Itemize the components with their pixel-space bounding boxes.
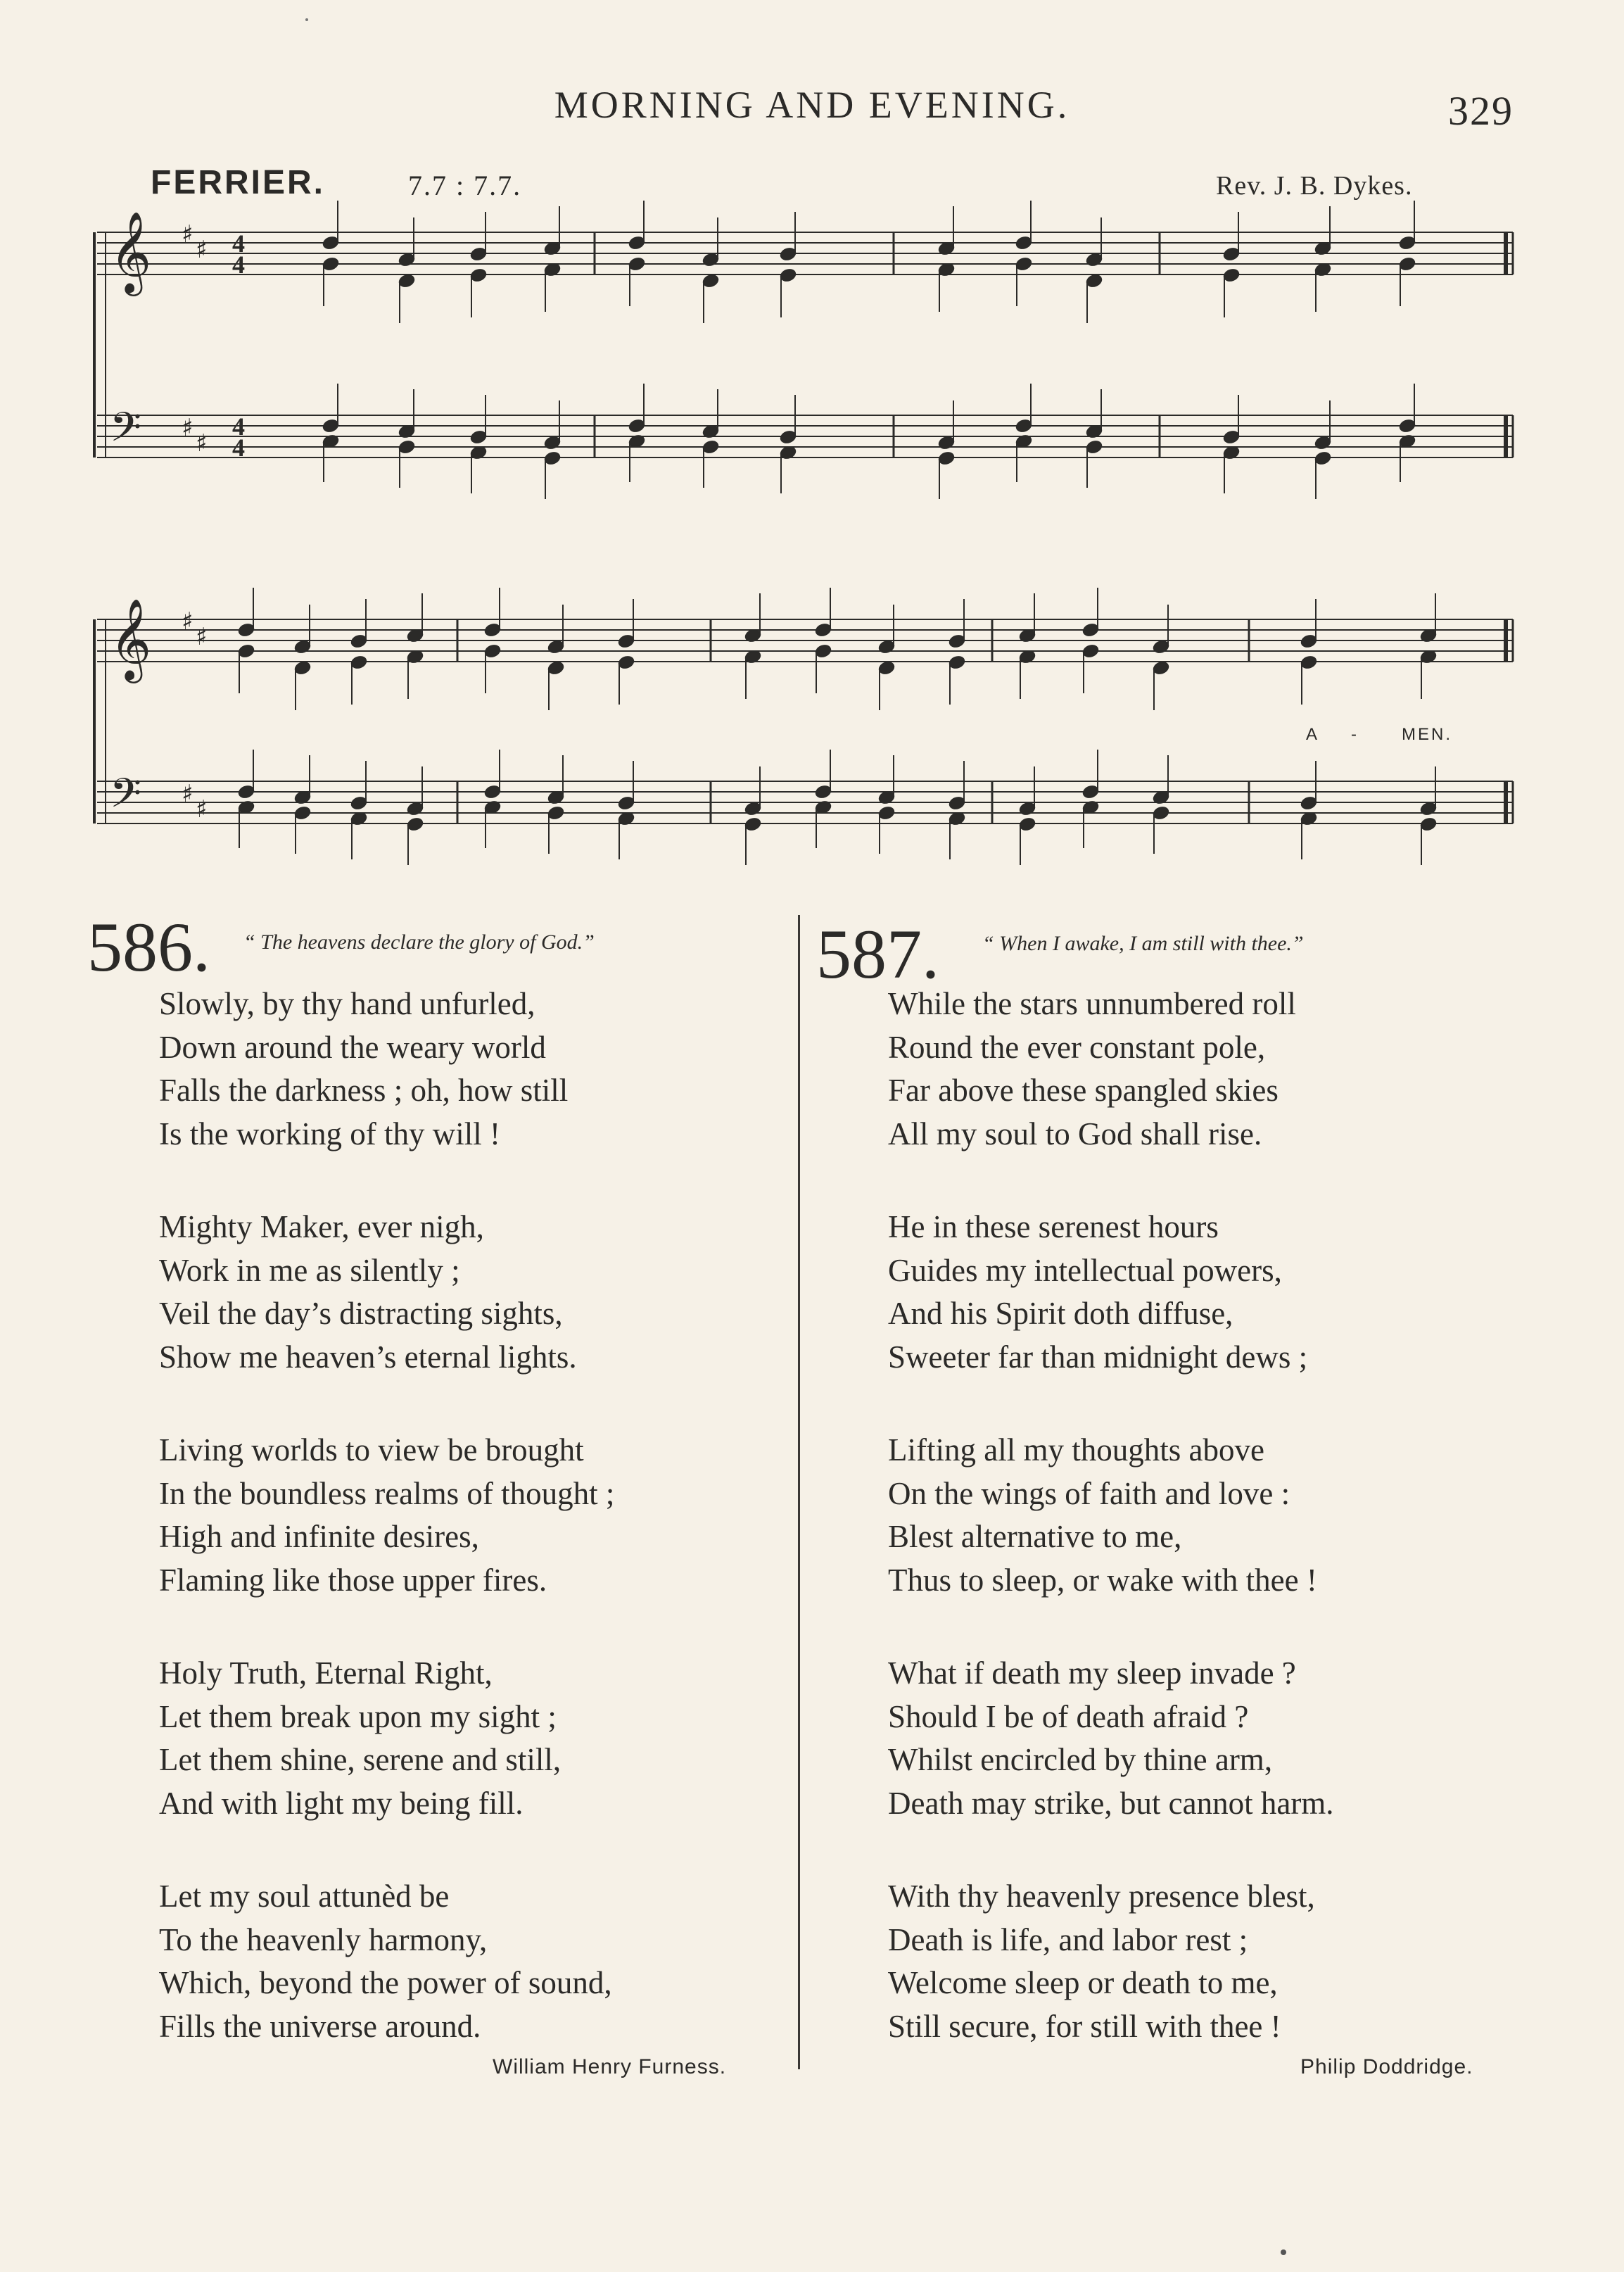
hymn-586-author: William Henry Furness. <box>493 2055 727 2078</box>
amen-dash: - <box>1351 725 1359 744</box>
sharp-sign: ♯ <box>196 795 208 823</box>
page-mark <box>1281 2249 1286 2255</box>
hymn-587-stanza-5: With thy heavenly presence blest, Death is life, and labor rest ; Welcome sleep or death to me, Still secure, for still with thee ! <box>888 1879 1315 2044</box>
column-divider <box>798 915 800 2069</box>
tune-name: FERRIER. <box>151 164 326 201</box>
hymn-586-stanza-4: Holy Truth, Eternal Right, Let them break upon my sight ; Let them shine, serene and still, And with light my being fill. <box>159 1655 562 1821</box>
sharp-sign: ♯ <box>182 780 194 808</box>
hymn-number-587: 587. <box>816 915 939 993</box>
hymn-586-stanza-5: Let my soul attunèd be To the heavenly harmony, Which, beyond the power of sound, Fills the universe around. <box>159 1879 612 2044</box>
bass-clef: 𝄢 <box>110 769 142 827</box>
time-signature: 4 <box>232 412 245 441</box>
treble-clef: 𝄞 <box>110 598 152 680</box>
page-number: 329 <box>1448 88 1514 134</box>
hymn-586-stanza-2: Mighty Maker, ever nigh, Work in me as silently ; Veil the day’s distracting sights, Show me heaven’s eternal lights. <box>159 1209 577 1375</box>
hymn-587-stanza-1: While the stars unnumbered roll Round the ever constant pole, Far above these spangled skies All my soul to God shall rise. <box>888 986 1296 1151</box>
amen-syllable-a: A <box>1306 725 1320 744</box>
amen-syllable-men: MEN. <box>1402 725 1452 744</box>
sharp-sign: ♯ <box>196 623 208 651</box>
sharp-sign: ♯ <box>196 429 208 457</box>
hymn-586-stanza-1: Slowly, by thy hand unfurled, Down around the weary world Falls the darkness ; oh, how still Is the working of thy will ! <box>159 986 569 1151</box>
hymn-587-epigraph: “ When I awake, I am still with thee.” <box>982 932 1304 955</box>
sharp-sign: ♯ <box>196 236 208 264</box>
hymn-586-epigraph: “ The heavens declare the glory of God.” <box>243 930 595 954</box>
page-title: MORNING AND EVENING. <box>554 84 1070 126</box>
sharp-sign: ♯ <box>182 414 194 442</box>
time-signature: 4 <box>232 251 245 279</box>
tune-meter: 7.7 : 7.7. <box>408 170 522 201</box>
treble-clef: 𝄞 <box>110 210 152 293</box>
musical-score <box>0 0 1624 908</box>
hymn-587-stanza-4: What if death my sleep invade ? Should I be of death afraid ? Whilst encircled by thine arm, Death may strike, but cannot harm. <box>888 1655 1334 1821</box>
time-signature: 4 <box>232 434 245 462</box>
hymn-number-586: 586. <box>87 908 210 986</box>
bass-clef: 𝄢 <box>110 403 142 461</box>
hymn-587-stanza-2: He in these serenest hours Guides my intellectual powers, And his Spirit doth diffuse, Sweeter far than midnight dews ; <box>888 1209 1308 1375</box>
hymn-587-stanza-3: Lifting all my thoughts above On the wings of faith and love : Blest alternative to me, Thus to sleep, or wake with thee ! <box>888 1432 1317 1598</box>
sharp-sign: ♯ <box>182 220 194 248</box>
tune-composer: Rev. J. B. Dykes. <box>1216 171 1413 201</box>
hymn-586-stanza-3: Living worlds to view be brought In the boundless realms of thought ; High and infinite desires, Flaming like those upper fires. <box>159 1432 615 1598</box>
hymn-587-author: Philip Doddridge. <box>1300 2055 1473 2078</box>
time-signature: 4 <box>232 229 245 258</box>
score-notation <box>94 201 1513 865</box>
sharp-sign: ♯ <box>182 607 194 636</box>
